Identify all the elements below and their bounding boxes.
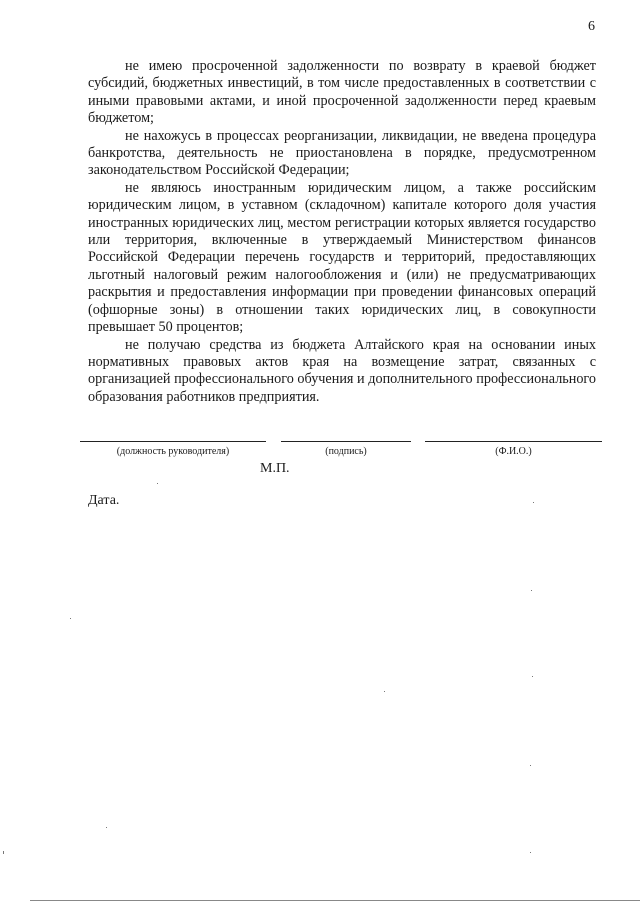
paragraph-no-other-funds: не получаю средства из бюджета Алтайского края на основании иных нормативных правовых актов края на возмещение затрат, связанных с организацией профессионального обучения и дополнительного профессионального образования работников предприятия. xyxy=(88,336,596,405)
page-number: 6 xyxy=(588,19,595,34)
scan-speck xyxy=(70,618,71,619)
name-signature-line xyxy=(425,441,602,442)
position-caption: (должность руководителя) xyxy=(116,446,230,457)
scan-speck xyxy=(157,483,158,484)
scan-speck xyxy=(530,852,531,853)
stamp-placeholder: М.П. xyxy=(260,461,290,476)
scan-bottom-edge xyxy=(30,900,640,901)
date-label: Дата. xyxy=(88,493,120,508)
position-signature-line xyxy=(80,441,266,442)
scan-speck xyxy=(106,827,107,828)
declaration-body xyxy=(88,58,596,406)
scan-speck xyxy=(531,590,532,591)
scan-speck xyxy=(530,765,531,766)
scan-speck xyxy=(533,502,534,503)
scan-speck xyxy=(3,851,4,854)
scan-speck xyxy=(532,676,533,677)
signature-line xyxy=(281,441,411,442)
signature-caption: (подпись) xyxy=(325,446,367,457)
paragraph-no-reorganization: не нахожусь в процессах реорганизации, ликвидации, не введена процедура банкротства, деятельность не приостановлена в порядке, предусмотренном законодательством Российской Федерации; xyxy=(88,127,596,179)
name-caption: (Ф.И.О.) xyxy=(495,446,532,457)
paragraph-no-debt: не имею просроченной задолженности по возврату в краевой бюджет субсидий, бюджетных инвестиций, в том числе предоставленных в соответствии с иными правовыми актами, и иной просроченной задолженности перед краевым бюджетом; xyxy=(88,58,596,127)
scan-speck xyxy=(384,691,385,692)
paragraph-not-foreign-entity: не являюсь иностранным юридическим лицом, а также российским юридическим лицом, в уставном (складочном) капитале которого доля участия иностранных юридических лиц, местом регистрации которых является государство или территория, включенные в утверждаемый Министерством финансов Российской Федерации перечень государств и территорий, предоставляющих льготный налоговый режим налогообложения и (или) не предусматривающих раскрытия и предоставления информации при проведении финансовых операций (офшорные зоны) в отношении таких юридических лиц, в совокупности превышает 50 процентов; xyxy=(88,179,596,336)
